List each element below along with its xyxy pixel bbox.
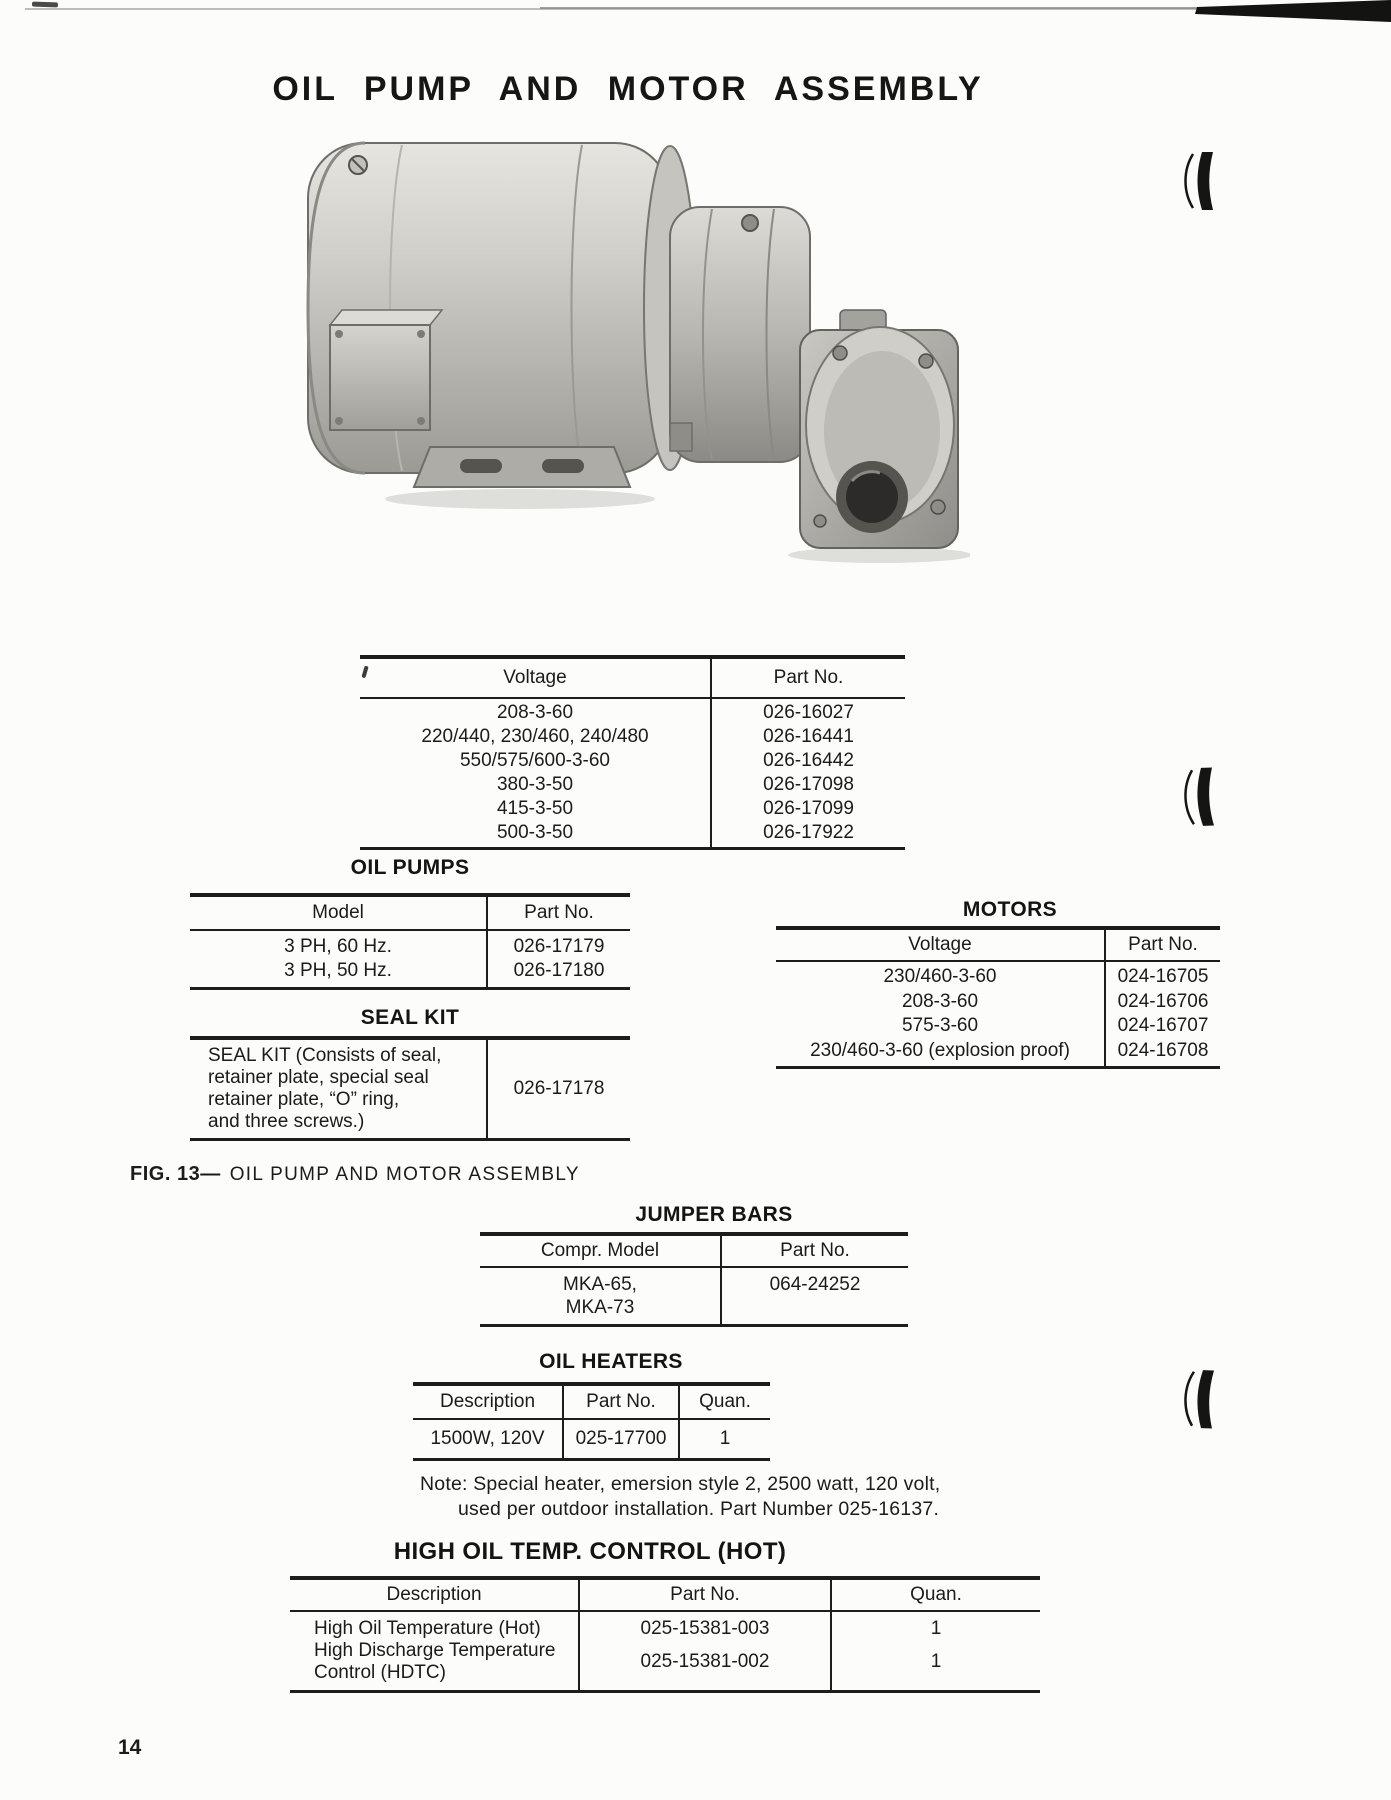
heater-description: 1500W, 120V	[430, 1428, 545, 1449]
voltage-value: 380-3-50	[496, 774, 574, 795]
oil-pumps-heading: OIL PUMPS	[350, 856, 470, 879]
part-number: 026-17180	[513, 960, 605, 981]
binding-mark-icon	[1180, 150, 1218, 212]
hot-description-line: High Discharge Temperature	[314, 1640, 556, 1661]
voltage-column	[360, 699, 710, 847]
seal-kit-description	[190, 1040, 486, 1138]
motors-header-partno: Part No.	[1104, 930, 1220, 962]
oil-pumps-header-model: Model	[190, 897, 486, 931]
jumper-bars-model	[480, 1268, 720, 1324]
heater-note-line1: Note: Special heater, emersion style 2, 2500 watt, 120 volt,	[420, 1473, 941, 1495]
seal-kit-description-line: and three screws.)	[208, 1111, 365, 1132]
part-number: 025-15381-002	[640, 1651, 770, 1672]
compressor-model: MKA-65,	[563, 1274, 637, 1295]
jumper-bars-heading: JUMPER BARS	[635, 1203, 793, 1226]
part-number: 025-17700	[562, 1420, 678, 1458]
compressor-model: MKA-73	[565, 1297, 635, 1318]
voltage-value: 220/440, 230/460, 240/480	[421, 726, 649, 747]
hot-control-heading: HIGH OIL TEMP. CONTROL (HOT)	[393, 1538, 787, 1565]
part-number: 026-16441	[763, 726, 854, 747]
seal-kit-description-line: SEAL KIT (Consists of seal,	[208, 1045, 442, 1066]
scan-corner-blot	[1195, 0, 1391, 22]
partno-column	[710, 699, 905, 847]
pump-model: 3 PH, 50 Hz.	[284, 960, 392, 981]
oil-heaters-header-quan: Quan.	[678, 1386, 770, 1420]
oil-pumps-table	[190, 893, 630, 990]
scan-corner-mark	[32, 2, 58, 8]
heater-quantity: 1	[678, 1420, 770, 1458]
jumper-bars-header-partno: Part No.	[720, 1236, 908, 1268]
voltage-value: 550/575/600-3-60	[459, 750, 610, 771]
seal-kit-description-line: retainer plate, special seal	[208, 1067, 429, 1088]
oil-pumps-partno-column	[486, 931, 630, 987]
heater-note-line2: used per outdoor installation. Part Number 025-16137.	[458, 1498, 940, 1520]
hot-header-quan: Quan.	[830, 1580, 1040, 1612]
binding-mark-icon	[1179, 765, 1219, 828]
hot-header-description: Description	[290, 1580, 578, 1612]
figure-caption	[130, 1163, 580, 1186]
voltage-value: 500-3-50	[496, 822, 574, 843]
voltage-part-table	[360, 655, 905, 850]
jumper-bars-part-number	[720, 1268, 908, 1324]
oil-heaters-heading: OIL HEATERS	[539, 1350, 683, 1373]
oil-pumps-header-partno: Part No.	[486, 897, 630, 931]
motors-voltage-column	[776, 962, 1104, 1066]
part-number: 026-17179	[513, 936, 605, 957]
jumper-bars-header-model: Compr. Model	[480, 1236, 720, 1268]
part-number: 026-16027	[763, 702, 854, 723]
binding-mark-icon	[1179, 1367, 1219, 1430]
scan-hairline-dark	[540, 7, 1197, 9]
figure-caption-label: FIG. 13—	[130, 1163, 221, 1185]
hot-quantity: 1	[930, 1618, 942, 1639]
motors-heading: MOTORS	[962, 898, 1058, 921]
motors-header-voltage: Voltage	[776, 930, 1104, 962]
motor-voltage: 575-3-60	[901, 1015, 979, 1036]
part-number: 024-16708	[1117, 1039, 1209, 1061]
oil-heaters-header-partno: Part No.	[562, 1386, 678, 1420]
oil-heaters-header-description: Description	[413, 1386, 562, 1420]
part-number: 026-17099	[763, 798, 854, 819]
seal-kit-heading: SEAL KIT	[360, 1006, 460, 1029]
oil-pump-motor-photo	[280, 125, 970, 565]
motor-voltage: 208-3-60	[901, 990, 979, 1012]
part-number: 026-17922	[763, 822, 854, 843]
hot-quan-column	[830, 1612, 1040, 1690]
hot-header-partno: Part No.	[578, 1580, 830, 1612]
hot-description-line: High Oil Temperature (Hot)	[314, 1618, 541, 1639]
jumper-bars-table	[480, 1232, 908, 1327]
part-number: 025-15381-003	[640, 1618, 770, 1639]
pump-model: 3 PH, 60 Hz.	[284, 936, 392, 957]
seal-kit-part-number: 026-17178	[486, 1040, 630, 1138]
part-number: 064-24252	[769, 1274, 861, 1295]
part-number: 026-16442	[763, 750, 854, 771]
hot-partno-column	[578, 1612, 830, 1690]
hot-description-column	[290, 1612, 578, 1690]
page-title: OIL PUMP AND MOTOR ASSEMBLY	[272, 70, 984, 108]
seal-kit-description-line: retainer plate, “O” ring,	[208, 1089, 400, 1110]
part-number: 024-16706	[1117, 990, 1209, 1012]
hot-description-line: Control (HDTC)	[314, 1662, 446, 1683]
oil-pumps-model-column	[190, 931, 486, 987]
motors-partno-column	[1104, 962, 1220, 1066]
oil-heaters-table	[413, 1382, 770, 1461]
motors-table	[776, 926, 1220, 1069]
seal-kit-table	[190, 1036, 630, 1141]
voltage-value: 415-3-50	[496, 798, 574, 819]
page-number: 14	[118, 1736, 142, 1759]
hot-quantity: 1	[930, 1651, 942, 1672]
part-number: 024-16707	[1117, 1015, 1209, 1036]
part-number: 026-17098	[763, 774, 854, 795]
hot-control-table	[290, 1576, 1040, 1693]
voltage-value: 208-3-60	[496, 702, 574, 723]
motor-voltage: 230/460-3-60 (explosion proof)	[810, 1039, 1070, 1061]
voltage-table-header-partno: Part No.	[710, 659, 905, 699]
part-number: 024-16705	[1117, 966, 1209, 987]
voltage-table-header-voltage: Voltage	[360, 659, 710, 699]
motor-voltage: 230/460-3-60	[883, 966, 997, 987]
figure-caption-text: OIL PUMP AND MOTOR ASSEMBLY	[229, 1164, 580, 1185]
